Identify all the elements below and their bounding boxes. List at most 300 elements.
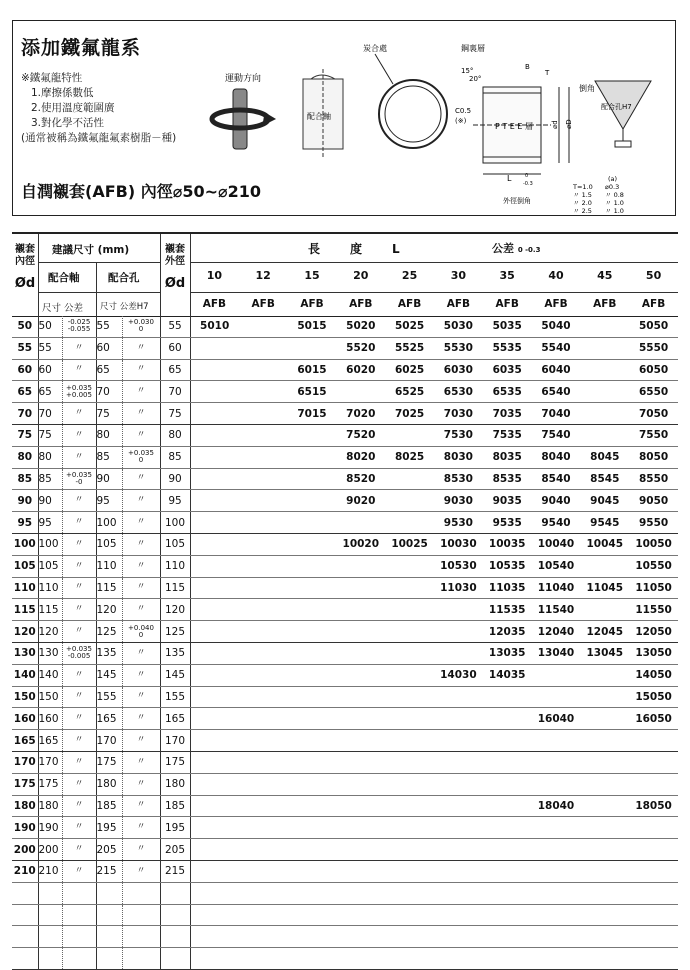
outer-diameter-header: 襯套 外徑 Ød xyxy=(164,244,186,291)
shaft-tolerance-cell: 〃 xyxy=(62,773,96,795)
part-number-cell: 8030 xyxy=(434,446,483,468)
shaft-size-cell: 115 xyxy=(38,599,62,621)
part-number-cell xyxy=(190,533,239,555)
shaft-size-cell: 85 xyxy=(38,468,62,490)
part-number-cell xyxy=(434,795,483,817)
length-col: 50 xyxy=(645,268,662,282)
part-number-cell: 6535 xyxy=(483,381,532,403)
outer-diameter-cell: 95 xyxy=(160,490,190,512)
shaft-size-cell: 160 xyxy=(38,708,62,730)
part-number-cell: 10535 xyxy=(483,555,532,577)
inner-diameter-cell: 120 xyxy=(12,621,38,643)
part-number-cell xyxy=(190,403,239,425)
part-number-cell: 11040 xyxy=(532,577,581,599)
shaft-tolerance-cell: 〃 xyxy=(62,599,96,621)
part-number-cell xyxy=(239,381,288,403)
part-number-cell xyxy=(580,359,629,381)
part-number-cell: 6030 xyxy=(434,359,483,381)
table-row xyxy=(12,926,678,948)
part-number-cell: 15050 xyxy=(629,686,678,708)
part-number-cell xyxy=(239,882,288,904)
part-number-cell xyxy=(336,555,385,577)
shaft-tolerance-cell: 〃 xyxy=(62,860,96,882)
page-title: 添加鐵氟龍系 xyxy=(21,37,142,59)
part-number-cell xyxy=(190,751,239,773)
part-number-cell xyxy=(336,577,385,599)
part-number-cell: 8530 xyxy=(434,468,483,490)
part-number-cell xyxy=(239,359,288,381)
part-number-cell xyxy=(385,839,434,861)
hole-tolerance-cell: +0.035 0 xyxy=(122,446,160,468)
part-number-cell xyxy=(288,839,337,861)
part-number-cell xyxy=(190,795,239,817)
part-number-cell xyxy=(483,839,532,861)
part-number-cell: 5550 xyxy=(629,337,678,359)
chamfer-detail xyxy=(595,81,651,147)
part-number-cell: 9545 xyxy=(580,512,629,534)
part-number-cell xyxy=(532,664,581,686)
shaft-size-cell: 130 xyxy=(38,642,62,664)
length-heading: 長 度 L xyxy=(308,242,402,256)
shaft-size-cell: 175 xyxy=(38,773,62,795)
part-number-cell: 10030 xyxy=(434,533,483,555)
part-number-cell xyxy=(629,751,678,773)
part-number-cell xyxy=(190,577,239,599)
part-number-cell xyxy=(483,860,532,882)
part-number-cell: 6540 xyxy=(532,381,581,403)
features-list xyxy=(21,71,176,146)
part-number-cell xyxy=(288,751,337,773)
part-number-cell xyxy=(629,926,678,948)
shaft-size-cell: 60 xyxy=(38,359,62,381)
shaft-size-cell: 180 xyxy=(38,795,62,817)
table-row xyxy=(12,664,678,686)
part-number-cell xyxy=(580,599,629,621)
length-col: 45 xyxy=(597,268,613,282)
part-number-cell: 12035 xyxy=(483,621,532,643)
part-number-cell xyxy=(385,490,434,512)
chamfer-label: 倒角 xyxy=(579,84,595,93)
hole-tolerance-cell: 〃 xyxy=(122,337,160,359)
inner-diameter-cell: 115 xyxy=(12,599,38,621)
angle-20: 20° xyxy=(469,75,482,83)
shaft-size-cell: 170 xyxy=(38,751,62,773)
inner-diameter-cell: 75 xyxy=(12,424,38,446)
part-number-cell xyxy=(580,795,629,817)
coating-label: 炭合處 xyxy=(363,44,387,53)
part-number-cell xyxy=(385,817,434,839)
hole-size-cell: 155 xyxy=(96,686,122,708)
hole-size-cell: 60 xyxy=(96,337,122,359)
hole-size-cell: 70 xyxy=(96,381,122,403)
part-number-cell xyxy=(434,839,483,861)
part-number-cell xyxy=(239,337,288,359)
hole-tolerance-cell: 〃 xyxy=(122,577,160,599)
part-number-cell xyxy=(288,468,337,490)
part-number-cell xyxy=(629,882,678,904)
table-row xyxy=(12,751,678,773)
shaft-tolerance-cell: 〃 xyxy=(62,424,96,446)
outer-diameter-cell: 205 xyxy=(160,839,190,861)
part-number-cell xyxy=(434,817,483,839)
hole-tolerance-cell: 〃 xyxy=(122,512,160,534)
part-number-cell: 6050 xyxy=(629,359,678,381)
hole-header: 配合孔 xyxy=(108,272,140,284)
part-number-cell xyxy=(239,708,288,730)
part-number-cell xyxy=(434,599,483,621)
recommended-header: 建議尺寸 (mm) xyxy=(52,244,130,256)
part-number-cell xyxy=(336,817,385,839)
inner-diameter-cell: 60 xyxy=(12,359,38,381)
part-number-cell xyxy=(288,882,337,904)
part-number-cell xyxy=(288,490,337,512)
c05-label: C0.5 xyxy=(455,107,472,115)
outer-diameter-cell: 175 xyxy=(160,751,190,773)
shaft-tolerance-cell xyxy=(62,882,96,904)
part-number-cell xyxy=(385,577,434,599)
length-col: 30 xyxy=(450,268,467,282)
part-number-cell: 9540 xyxy=(532,512,581,534)
part-number-cell xyxy=(239,817,288,839)
part-number-cell: 13035 xyxy=(483,642,532,664)
part-number-cell: 16050 xyxy=(629,708,678,730)
shaft-size-cell: 80 xyxy=(38,446,62,468)
hole-tolerance-cell: 〃 xyxy=(122,642,160,664)
series-col: AFB xyxy=(251,298,275,310)
svg-text:〃 1.5: 〃 1.5 xyxy=(573,191,592,199)
shaft-tolerance-cell: 〃 xyxy=(62,403,96,425)
hole-tolerance-cell: 〃 xyxy=(122,664,160,686)
series-col: AFB xyxy=(641,298,666,310)
part-number-cell xyxy=(434,708,483,730)
hole-tolerance-cell: 〃 xyxy=(122,359,160,381)
part-number-cell xyxy=(239,773,288,795)
part-number-cell xyxy=(239,642,288,664)
part-number-cell xyxy=(385,512,434,534)
shaft-size-tol-header: 尺寸 公差 xyxy=(42,303,84,314)
hole-tolerance-cell: 〃 xyxy=(122,708,160,730)
inner-diameter-cell: 50 xyxy=(12,316,38,337)
part-number-cell: 8520 xyxy=(336,468,385,490)
inner-diameter-cell: 110 xyxy=(12,577,38,599)
part-number-cell xyxy=(288,795,337,817)
hole-tolerance-cell: 〃 xyxy=(122,381,160,403)
length-col: 15 xyxy=(304,268,320,282)
hole-tolerance-cell: 〃 xyxy=(122,730,160,752)
part-number-cell xyxy=(580,381,629,403)
table-row xyxy=(12,773,678,795)
part-number-cell: 6550 xyxy=(629,381,678,403)
outer-diameter-cell: 60 xyxy=(160,337,190,359)
part-number-cell xyxy=(532,882,581,904)
hole-tolerance-cell: 〃 xyxy=(122,773,160,795)
outer-diameter-cell: 180 xyxy=(160,773,190,795)
table-row xyxy=(12,904,678,926)
shaft-size-cell: 200 xyxy=(38,839,62,861)
hole-size-cell: 180 xyxy=(96,773,122,795)
shaft-tolerance-cell xyxy=(62,926,96,948)
part-number-cell xyxy=(190,555,239,577)
shaft-size-cell xyxy=(38,882,62,904)
part-number-cell xyxy=(288,337,337,359)
part-number-cell xyxy=(385,926,434,948)
hole-size-cell: 215 xyxy=(96,860,122,882)
shaft-size-cell: 65 xyxy=(38,381,62,403)
table-row xyxy=(12,621,678,643)
part-number-cell xyxy=(239,599,288,621)
part-number-cell: 10025 xyxy=(385,533,434,555)
part-number-cell xyxy=(288,948,337,970)
part-number-cell xyxy=(580,730,629,752)
shaft-size-cell: 140 xyxy=(38,664,62,686)
part-number-cell: 9040 xyxy=(532,490,581,512)
part-number-cell xyxy=(336,686,385,708)
part-number-cell: 5525 xyxy=(385,337,434,359)
hole-size-cell: 110 xyxy=(96,555,122,577)
part-number-cell xyxy=(288,686,337,708)
shaft-tolerance-cell: 〃 xyxy=(62,708,96,730)
hole-tolerance-cell: 〃 xyxy=(122,490,160,512)
part-number-cell xyxy=(190,904,239,926)
part-number-cell xyxy=(336,882,385,904)
part-number-cell xyxy=(532,948,581,970)
part-number-cell xyxy=(580,316,629,337)
inner-diameter-header: 襯套 內徑 Ød xyxy=(14,244,36,291)
part-number-cell xyxy=(239,904,288,926)
dim-l-tol-top: 0 xyxy=(525,173,529,179)
outer-diameter-cell: 65 xyxy=(160,359,190,381)
inner-diameter-cell: 95 xyxy=(12,512,38,534)
shaft-tolerance-cell: 〃 xyxy=(62,686,96,708)
svg-text:〃 1.0: 〃 1.0 xyxy=(605,199,624,207)
part-number-cell xyxy=(288,555,337,577)
part-number-cell: 10540 xyxy=(532,555,581,577)
shaft-size-cell: 100 xyxy=(38,533,62,555)
part-number-cell xyxy=(385,860,434,882)
part-number-cell xyxy=(288,512,337,534)
shaft-size-cell: 210 xyxy=(38,860,62,882)
part-number-cell: 8035 xyxy=(483,446,532,468)
outer-diameter-cell: 215 xyxy=(160,860,190,882)
shaft-size-cell: 95 xyxy=(38,512,62,534)
hole-size-cell: 195 xyxy=(96,817,122,839)
outer-diameter-cell: 185 xyxy=(160,795,190,817)
part-number-cell: 6040 xyxy=(532,359,581,381)
part-number-cell: 14030 xyxy=(434,664,483,686)
hole-size-cell xyxy=(96,904,122,926)
hole-tolerance-cell xyxy=(122,882,160,904)
part-number-cell xyxy=(190,882,239,904)
dim-d: ⌀d xyxy=(551,120,559,129)
shaft-size-cell: 70 xyxy=(38,403,62,425)
part-number-cell xyxy=(434,904,483,926)
table-row xyxy=(12,730,678,752)
part-number-cell xyxy=(239,839,288,861)
motion-label: 運動方向 xyxy=(225,74,262,84)
shaft-size-cell: 165 xyxy=(38,730,62,752)
part-number-cell xyxy=(385,424,434,446)
part-number-cell xyxy=(288,773,337,795)
hole-size-cell: 170 xyxy=(96,730,122,752)
table-row xyxy=(12,882,678,904)
part-number-cell xyxy=(580,948,629,970)
inner-diameter-cell xyxy=(12,926,38,948)
hole-tolerance-cell: 〃 xyxy=(122,403,160,425)
part-number-cell: 7530 xyxy=(434,424,483,446)
part-number-cell xyxy=(580,337,629,359)
shaft-size-cell: 120 xyxy=(38,621,62,643)
part-number-cell: 12040 xyxy=(532,621,581,643)
part-number-cell: 7540 xyxy=(532,424,581,446)
hole-tolerance-cell: +0.040 0 xyxy=(122,621,160,643)
part-number-cell xyxy=(385,599,434,621)
dim-D: ⌀D xyxy=(565,119,573,129)
part-number-cell xyxy=(336,926,385,948)
outer-diameter-cell: 145 xyxy=(160,664,190,686)
table-row xyxy=(12,381,678,403)
outer-diameter-cell: 55 xyxy=(160,316,190,337)
outer-diameter-cell: 75 xyxy=(160,403,190,425)
part-number-cell xyxy=(580,664,629,686)
part-number-cell xyxy=(483,926,532,948)
part-number-cell: 9045 xyxy=(580,490,629,512)
hole-size-cell: 65 xyxy=(96,359,122,381)
shaft-tolerance-cell: 〃 xyxy=(62,839,96,861)
length-tolerance: 公差 0 -0.3 xyxy=(492,242,541,255)
series-col: AFB xyxy=(593,298,617,310)
hole-tolerance-cell: 〃 xyxy=(122,424,160,446)
hole-size-cell xyxy=(96,882,122,904)
svg-text:〃 2.0: 〃 2.0 xyxy=(573,199,592,207)
part-number-cell xyxy=(385,708,434,730)
part-number-cell xyxy=(190,948,239,970)
series-col: AFB xyxy=(397,298,422,310)
hole-tolerance-cell xyxy=(122,948,160,970)
part-number-cell: 5030 xyxy=(434,316,483,337)
part-number-cell: 10040 xyxy=(532,533,581,555)
hole-tolerance-cell: 〃 xyxy=(122,795,160,817)
part-number-cell xyxy=(483,773,532,795)
part-number-cell: 6015 xyxy=(288,359,337,381)
part-number-cell xyxy=(385,795,434,817)
outer-diameter-cell: 105 xyxy=(160,533,190,555)
part-number-cell xyxy=(532,730,581,752)
outer-diameter-cell: 125 xyxy=(160,621,190,643)
hole-size-tol-header: 尺寸 公差H7 xyxy=(100,302,149,312)
part-number-cell xyxy=(288,730,337,752)
part-number-cell: 7015 xyxy=(288,403,337,425)
part-number-cell xyxy=(385,904,434,926)
hole-size-cell: 55 xyxy=(96,316,122,337)
hole-tolerance-cell: +0.030 0 xyxy=(122,316,160,337)
part-number-cell xyxy=(288,817,337,839)
part-number-cell: 12045 xyxy=(580,621,629,643)
part-number-cell xyxy=(580,424,629,446)
dim-l: L xyxy=(507,174,512,183)
part-number-cell xyxy=(239,577,288,599)
part-number-cell xyxy=(190,708,239,730)
part-number-cell xyxy=(336,773,385,795)
part-number-cell xyxy=(336,664,385,686)
part-number-cell xyxy=(239,512,288,534)
shaft-size-cell xyxy=(38,926,62,948)
part-number-cell: 7550 xyxy=(629,424,678,446)
shaft-size-cell: 105 xyxy=(38,555,62,577)
shaft-tolerance-cell xyxy=(62,948,96,970)
a-label: (a) xyxy=(608,175,618,183)
series-col: AFB xyxy=(495,298,519,310)
part-number-cell xyxy=(483,730,532,752)
part-number-cell xyxy=(288,577,337,599)
inner-diameter-cell xyxy=(12,904,38,926)
part-number-cell xyxy=(239,795,288,817)
shaft-tolerance-cell: +0.035 -0 xyxy=(62,468,96,490)
part-number-cell xyxy=(580,817,629,839)
part-number-cell: 18050 xyxy=(629,795,678,817)
hole-size-cell: 85 xyxy=(96,446,122,468)
product-intro-panel xyxy=(12,20,676,216)
series-col: AFB xyxy=(544,298,568,310)
part-number-cell: 7035 xyxy=(483,403,532,425)
part-number-cell xyxy=(239,664,288,686)
shaft-tolerance-cell: 〃 xyxy=(62,359,96,381)
part-number-cell xyxy=(190,839,239,861)
part-number-cell xyxy=(483,686,532,708)
part-number-cell: 11535 xyxy=(483,599,532,621)
hole-size-cell: 125 xyxy=(96,621,122,643)
part-number-cell: 13050 xyxy=(629,642,678,664)
table-row xyxy=(12,490,678,512)
part-number-cell: 6515 xyxy=(288,381,337,403)
part-number-cell xyxy=(288,424,337,446)
part-number-cell xyxy=(288,599,337,621)
inner-diameter-cell xyxy=(12,882,38,904)
part-number-cell xyxy=(190,730,239,752)
table-row xyxy=(12,577,678,599)
table-row xyxy=(12,817,678,839)
part-number-cell xyxy=(239,424,288,446)
outer-diameter-cell: 80 xyxy=(160,424,190,446)
part-number-cell xyxy=(385,468,434,490)
svg-text:⌀0.3: ⌀0.3 xyxy=(605,183,620,191)
part-number-cell: 5015 xyxy=(288,316,337,337)
steel-label: 鋼裏層 xyxy=(461,44,485,53)
inner-diameter-cell: 55 xyxy=(12,337,38,359)
inner-diameter-cell: 190 xyxy=(12,817,38,839)
table-row xyxy=(12,860,678,882)
part-number-cell xyxy=(580,555,629,577)
part-number-cell: 8550 xyxy=(629,468,678,490)
inner-diameter-cell: 160 xyxy=(12,708,38,730)
hole-tolerance-cell: 〃 xyxy=(122,555,160,577)
part-number-cell xyxy=(629,839,678,861)
part-number-cell: 8535 xyxy=(483,468,532,490)
part-number-cell: 11030 xyxy=(434,577,483,599)
hole-size-cell: 95 xyxy=(96,490,122,512)
part-number-cell: 7040 xyxy=(532,403,581,425)
part-number-cell xyxy=(580,773,629,795)
part-number-cell xyxy=(239,926,288,948)
part-number-cell xyxy=(336,621,385,643)
table-row xyxy=(12,533,678,555)
outer-diameter-cell: 135 xyxy=(160,642,190,664)
inner-diameter-cell: 140 xyxy=(12,664,38,686)
part-number-cell xyxy=(288,621,337,643)
hole-size-cell: 105 xyxy=(96,533,122,555)
c05-note: (※) xyxy=(455,117,467,125)
inner-diameter-cell: 180 xyxy=(12,795,38,817)
hole-tolerance-cell: 〃 xyxy=(122,817,160,839)
